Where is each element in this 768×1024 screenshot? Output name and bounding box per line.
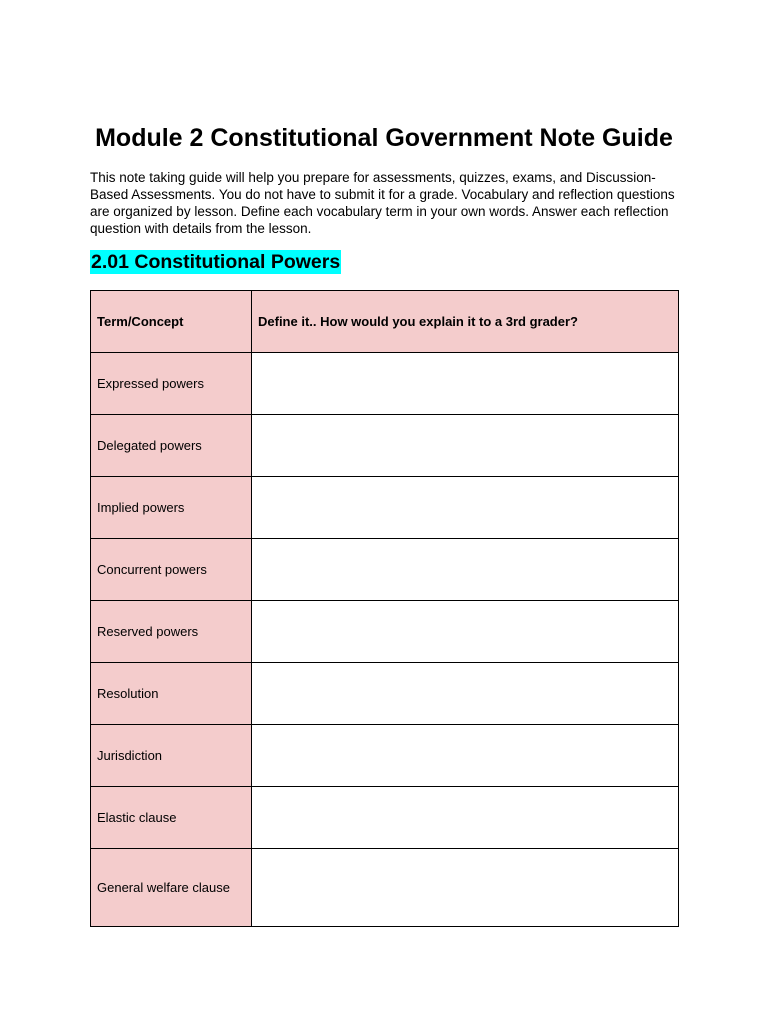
term-cell: Implied powers xyxy=(91,477,252,539)
definition-cell[interactable] xyxy=(252,539,679,601)
table-row xyxy=(91,415,679,477)
table-row xyxy=(91,353,679,415)
definition-cell[interactable] xyxy=(252,601,679,663)
table-row xyxy=(91,787,679,849)
definition-cell[interactable] xyxy=(252,787,679,849)
table-header-row xyxy=(91,291,679,353)
term-cell: Delegated powers xyxy=(91,415,252,477)
intro-paragraph: This note taking guide will help you prepare for assessments, quizzes, exams, and Discussion-Based Assessments. You do not have to submit it for a grade. Vocabulary and reflection questions are organized by lesson. Define each vocabulary term in your own words. Answer each reflection question with details from the lesson. xyxy=(90,170,675,236)
term-cell: Resolution xyxy=(91,663,252,725)
term-cell: Jurisdiction xyxy=(91,725,252,787)
definition-cell[interactable] xyxy=(252,353,679,415)
table-row xyxy=(91,539,679,601)
term-cell: Elastic clause xyxy=(91,787,252,849)
table-row xyxy=(91,477,679,539)
definition-cell[interactable] xyxy=(252,849,679,927)
table-row xyxy=(91,663,679,725)
column-header-definition: Define it.. How would you explain it to a 3rd grader? xyxy=(252,291,679,353)
term-cell: Expressed powers xyxy=(91,353,252,415)
term-cell: Concurrent powers xyxy=(91,539,252,601)
definition-cell[interactable] xyxy=(252,725,679,787)
term-cell: General welfare clause xyxy=(91,849,252,927)
term-cell: Reserved powers xyxy=(91,601,252,663)
vocabulary-table xyxy=(90,290,679,927)
section-heading: 2.01 Constitutional Powers xyxy=(91,251,341,273)
page-title: Module 2 Constitutional Government Note Guide xyxy=(95,124,673,152)
table-row xyxy=(91,849,679,927)
definition-cell[interactable] xyxy=(252,477,679,539)
definition-cell[interactable] xyxy=(252,415,679,477)
table-row xyxy=(91,601,679,663)
definition-cell[interactable] xyxy=(252,663,679,725)
column-header-term: Term/Concept xyxy=(91,291,252,353)
table-row xyxy=(91,725,679,787)
